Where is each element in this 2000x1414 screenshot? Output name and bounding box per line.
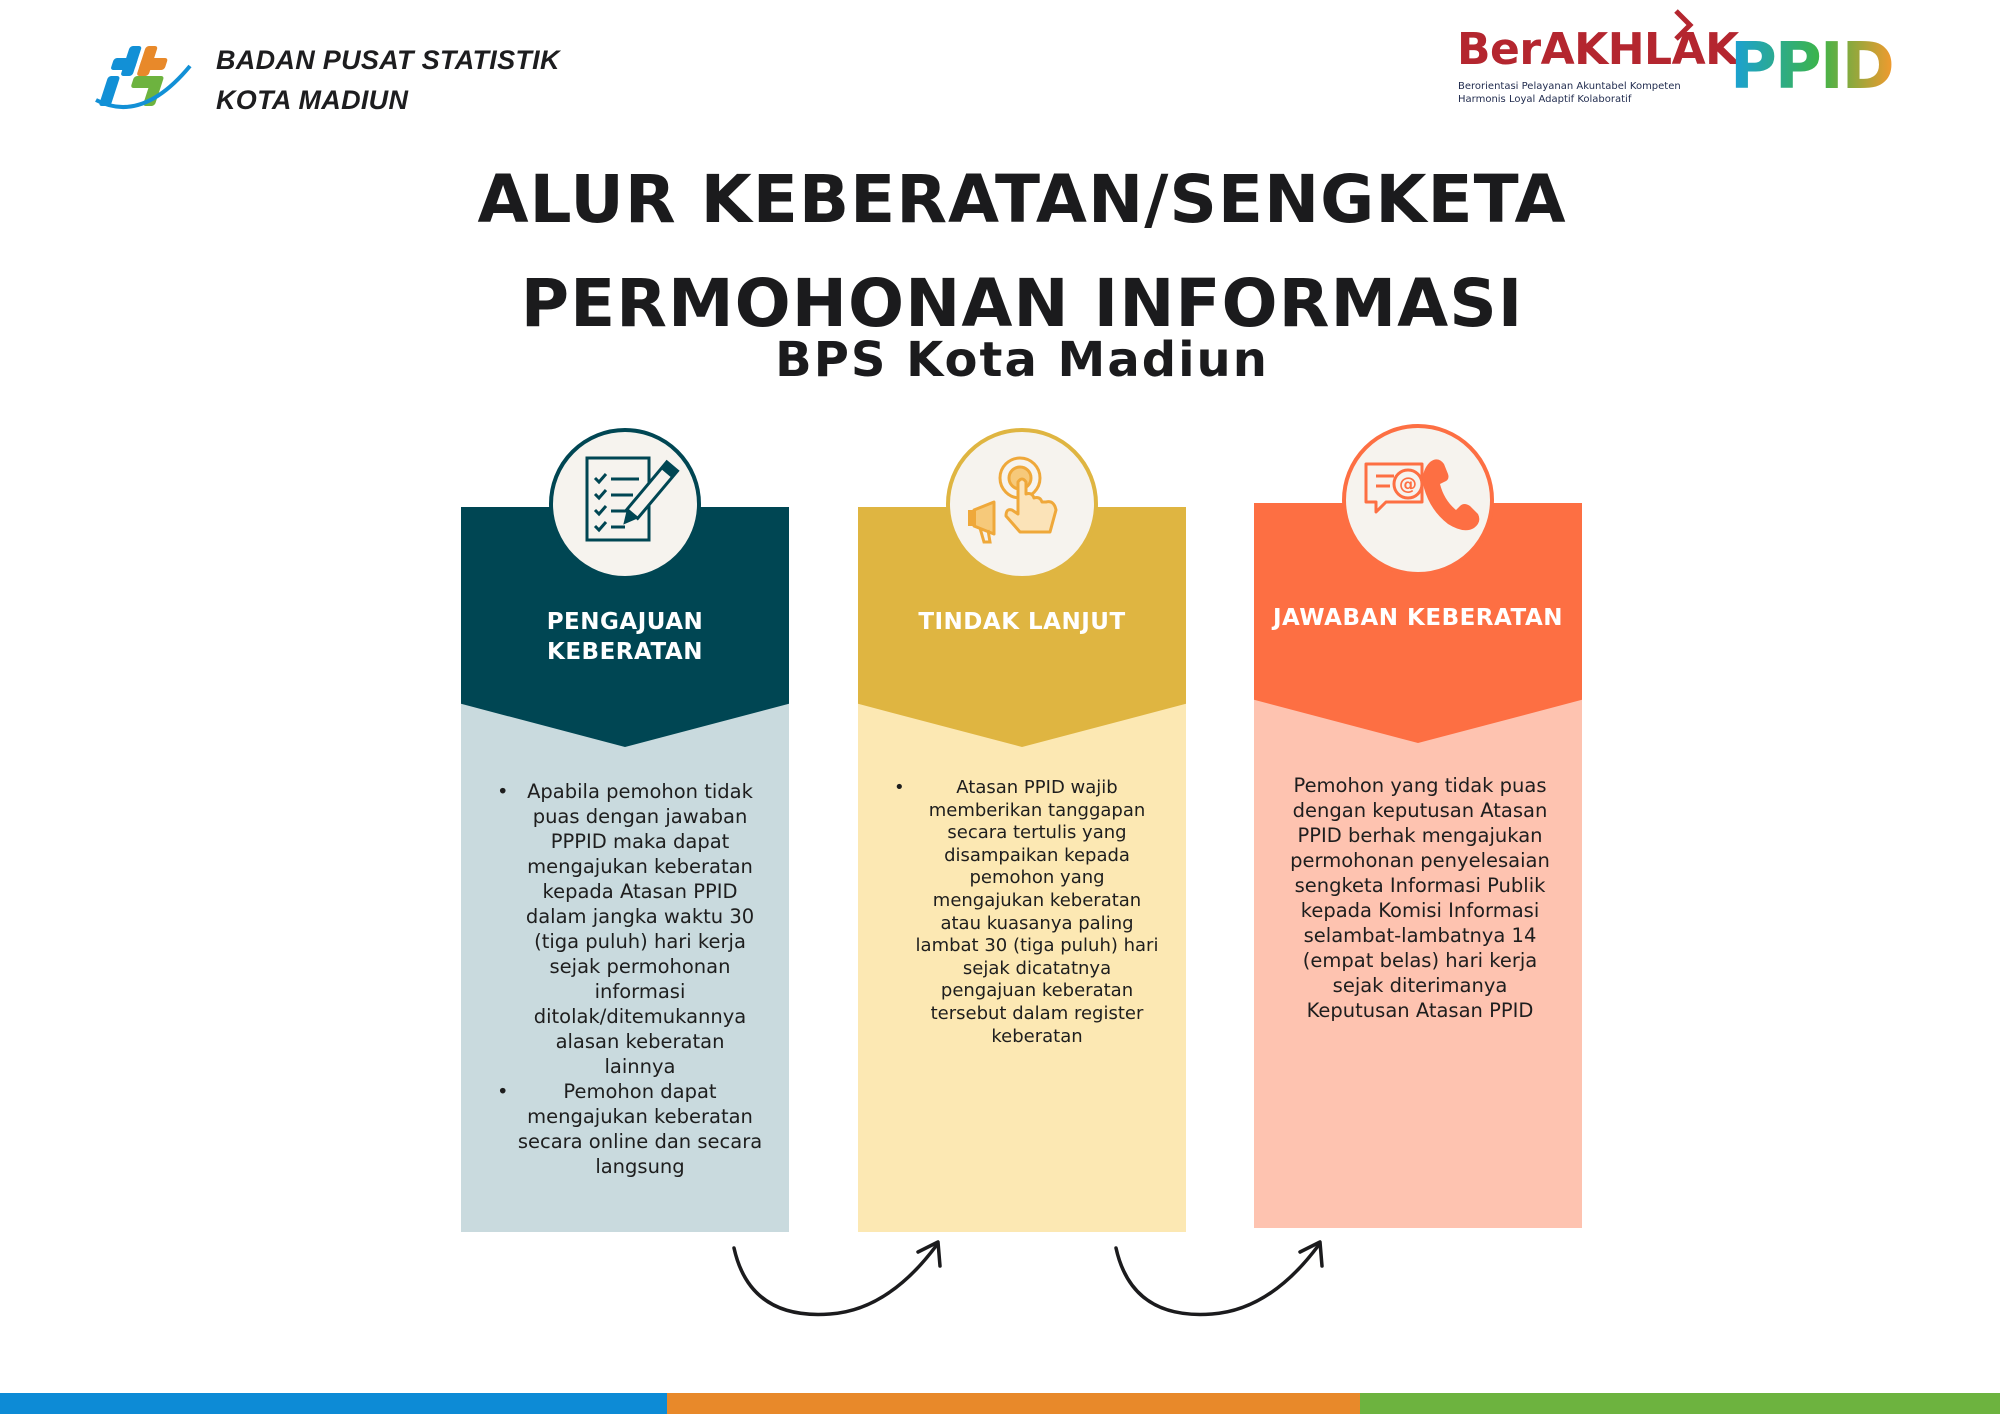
berakhlak-logo (1455, 8, 1739, 108)
step-icon-circle (946, 428, 1098, 580)
title-line2: PERMOHONAN INFORMASI (520, 265, 1524, 342)
list-item: • Atasan PPID wajib memberikan tanggapan secara tertulis yang disampaikan kepada pemohon yang mengajukan keberatan atau kuasanya paling lambat 30 (tiga puluh) hari sejak dicatatnya pengajuan keberatan tersebut dalam register keberatan (888, 777, 1160, 1048)
organization-name (216, 40, 560, 120)
footer-bar-orange (667, 1393, 1360, 1414)
chevron-right-icon (1673, 8, 1695, 42)
step-card-text (491, 779, 763, 1179)
berakhlak-tagline (1458, 80, 1681, 106)
step-title-line1: TINDAK LANJUT (918, 609, 1126, 635)
step-title-line1: JAWABAN KEBERATAN (1272, 605, 1563, 631)
chat-phone-icon (1346, 428, 1490, 572)
list-item: • Apabila pemohon tidak puas dengan jawaban PPPID maka dapat mengajukan keberatan kepada Atasan PPID dalam jangka waktu 30 (tiga puluh) hari kerja sejak permohonan informasi ditolak/ditemukannya alasan keberatan lainnya (491, 779, 763, 1079)
org-name-line2: KOTA MADIUN (216, 85, 409, 115)
page-subtitle: BPS Kota Madiun (775, 332, 1269, 388)
curved-arrow-icon (720, 1230, 950, 1340)
title-line1: ALUR KEBERATAN/SENGKETA (477, 161, 1567, 238)
step-paragraph: Pemohon yang tidak puas dengan keputusan Atasan PPID berhak mengajukan permohonan penyelesaian sengketa Informasi Publik kepada Komisi Informasi selambat-lambatnya 14 (empat belas) hari kerja sejak diterimanya Keputusan Atasan PPID (1290, 774, 1550, 1022)
bps-logo (90, 40, 194, 124)
document-pen-icon (553, 432, 697, 576)
ppid-wordmark: PPID (1730, 30, 1893, 100)
hand-click-megaphone-icon (950, 432, 1094, 576)
footer-bar-blue (0, 1393, 667, 1414)
step-card-text (888, 777, 1160, 1048)
step-card-title (858, 607, 1186, 637)
page-title (0, 148, 2000, 356)
step-card-text (1284, 773, 1556, 1023)
berakhlak-tagline-line2: Harmonis Loyal Adaptif Kolaboratif (1458, 94, 1632, 105)
list-item: • Pemohon dapat mengajukan keberatan secara online dan secara langsung (491, 1079, 763, 1179)
org-name-line1: BADAN PUSAT STATISTIK (216, 45, 560, 75)
step-title-line2: KEBERATAN (547, 639, 703, 665)
step-card-title (1254, 603, 1582, 633)
step-title-line1: PENGAJUAN (546, 609, 704, 635)
ppid-logo (1730, 30, 1900, 100)
berakhlak-wordmark: BerAKHLAK (1457, 24, 1739, 75)
step-card-title (461, 607, 789, 667)
curved-arrow-icon (1102, 1230, 1332, 1340)
berakhlak-tagline-line1: Berorientasi Pelayanan Akuntabel Kompeten (1458, 81, 1681, 92)
svg-text:@: @ (1399, 474, 1417, 495)
footer-bar-green (1360, 1393, 2000, 1414)
step-icon-circle (549, 428, 701, 580)
step-icon-circle (1342, 424, 1494, 576)
